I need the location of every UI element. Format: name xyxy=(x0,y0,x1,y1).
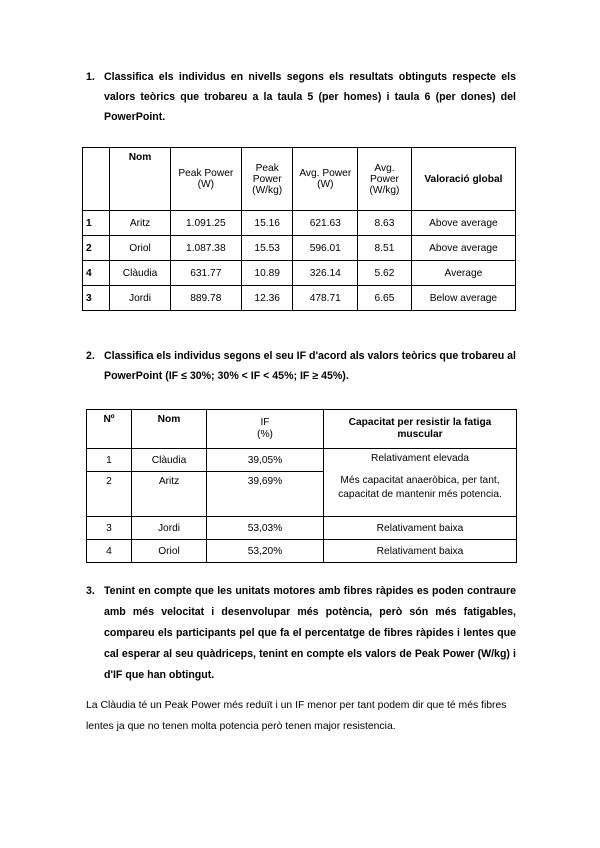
question-3-number: 3. xyxy=(86,585,95,597)
table-cell: 1 xyxy=(87,449,132,472)
header-cell: Nom xyxy=(132,410,207,449)
header-cell: Avg. Power (W/kg) xyxy=(358,148,412,211)
header-cell-if xyxy=(207,410,324,449)
table-cell: Relativament baixa xyxy=(324,517,517,540)
header-cell: Peak Power (W/kg) xyxy=(241,148,293,211)
question-1-text: Classifica els individus en nivells segons els resultats obtinguts respecte els valors teòrics que trobareu a la taula 5 (per homes) i taula 6 (per dones) del PowerPoint. xyxy=(104,71,516,123)
header-cell xyxy=(83,148,110,211)
if-table-header xyxy=(87,410,517,449)
table-cell: 53,20% xyxy=(207,540,324,563)
table-row xyxy=(83,286,516,311)
table-cell: 15.16 xyxy=(241,211,293,236)
header-cell: Avg. Power (W) xyxy=(293,148,358,211)
table-cell: 478.71 xyxy=(293,286,358,311)
table-cell: 3 xyxy=(87,517,132,540)
question-3 xyxy=(86,581,516,686)
question-2-text: Classifica els individus segons el seu IF d'acord als valors teòrics que trobareu al PowerPoint (IF ≤ 30%; 30% < IF < 45%; IF ≥ 45%). xyxy=(104,350,516,382)
table-cell: 12.36 xyxy=(241,286,293,311)
table-cell: 4 xyxy=(83,261,110,286)
answer-paragraph: La Clàudia té un Peak Power més reduït i un IF menor per tant podem dir que té més fibres lentes ja que no tenen molta potencia però tenen major resistencia. xyxy=(86,700,507,732)
table-cell: Clàudia xyxy=(110,261,170,286)
question-3-text: Tenint en compte que les unitats motores amb fibres ràpides es poden contraure amb més velocitat i desenvolupar més potència, però són més fatigables, compareu els participants pel que fa el percentatge de fibres ràpides i lentes que cal esperar al seu quàdriceps, tenint en compte els valors de Peak Power (W/kg) i d'IF que han obtingut. xyxy=(104,585,516,681)
table-cell: 2 xyxy=(87,472,132,517)
table-cell: Oriol xyxy=(132,540,207,563)
table-cell: Oriol xyxy=(110,236,170,261)
table-cell: 631.77 xyxy=(170,261,241,286)
table-cell: 15.53 xyxy=(241,236,293,261)
table-cell: 326.14 xyxy=(293,261,358,286)
results-table xyxy=(82,147,516,311)
question-2-number: 2. xyxy=(86,350,95,362)
header-if-label: IF xyxy=(260,417,270,428)
table-row xyxy=(83,211,516,236)
table-cell: 4 xyxy=(87,540,132,563)
if-table xyxy=(86,409,517,563)
header-cell: Valoració global xyxy=(411,148,515,211)
merged-capacity-cell xyxy=(324,449,517,517)
table-cell: 53,03% xyxy=(207,517,324,540)
table-cell: Above average xyxy=(411,236,515,261)
table-cell: Aritz xyxy=(110,211,170,236)
table-cell: 1.087.38 xyxy=(170,236,241,261)
table-cell: 621.63 xyxy=(293,211,358,236)
table-cell: 3 xyxy=(83,286,110,311)
header-cell: Nº xyxy=(87,410,132,449)
table-cell: 1 xyxy=(83,211,110,236)
table-cell: Aritz xyxy=(132,472,207,517)
table-row xyxy=(87,517,517,540)
table-cell: 8.51 xyxy=(358,236,412,261)
table-cell: Above average xyxy=(411,211,515,236)
table-row xyxy=(87,540,517,563)
header-cell: Nom xyxy=(110,148,170,211)
table-cell: 2 xyxy=(83,236,110,261)
question-1-number: 1. xyxy=(86,71,95,83)
capacity-detail-text: Més capacitat anaeròbica, per tant, capacitat de mantenir més potencia. xyxy=(338,475,502,500)
table-cell: 5.62 xyxy=(358,261,412,286)
table-row xyxy=(87,449,517,472)
table-row xyxy=(83,236,516,261)
table-cell: 1.091.25 xyxy=(170,211,241,236)
question-2 xyxy=(86,346,516,386)
table-cell: Average xyxy=(411,261,515,286)
results-table-header xyxy=(83,148,516,211)
table-cell: Below average xyxy=(411,286,515,311)
table-cell: 596.01 xyxy=(293,236,358,261)
table-cell: Clàudia xyxy=(132,449,207,472)
table-cell: 10.89 xyxy=(241,261,293,286)
table-cell: Jordi xyxy=(110,286,170,311)
table-cell: 39,05% xyxy=(207,449,324,472)
header-cell: Peak Power (W) xyxy=(170,148,241,211)
table-cell: 889.78 xyxy=(170,286,241,311)
table-cell: Relativament baixa xyxy=(324,540,517,563)
table-cell: Jordi xyxy=(132,517,207,540)
capacity-text: Relativament elevada xyxy=(371,453,469,464)
header-if-unit: (%) xyxy=(257,429,273,440)
table-row xyxy=(83,261,516,286)
question-1 xyxy=(86,67,516,127)
header-cell: Capacitat per resistir la fatiga muscular xyxy=(324,410,517,449)
table-cell: 6.65 xyxy=(358,286,412,311)
table-cell: 39,69% xyxy=(207,472,324,517)
table-cell: 8.63 xyxy=(358,211,412,236)
